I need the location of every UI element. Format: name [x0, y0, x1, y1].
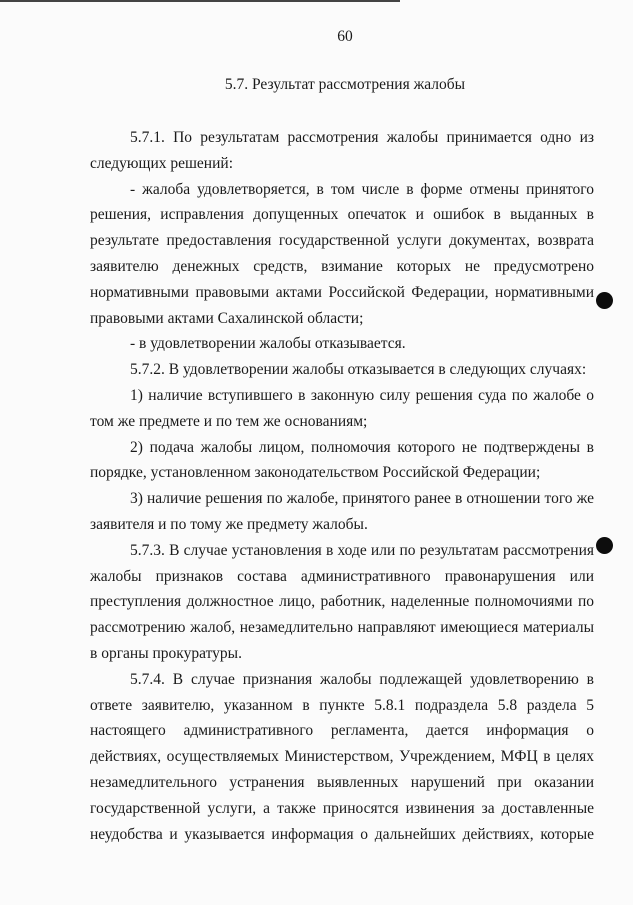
paragraph-satisfied: - жалоба удовлетворяется, в том числе в форме отмены принятого решения, исправления допущенных опечаток и ошибок в выданных в результате предоставления государственной услуги документах, возврата заявителю денежных средств, взимание которых не предусмотрено нормативными правовыми актами Российской Федерации, нормативными правовыми актами Сахалинской области; — [90, 180, 594, 327]
top-rule — [0, 0, 400, 2]
page-number: 60 — [337, 28, 353, 45]
paragraph-refused: - в удовлетворении жалобы отказывается. — [130, 335, 406, 353]
binding-hole-mark — [596, 537, 613, 554]
document-body — [90, 125, 594, 847]
paragraph-case-2: 2) подача жалобы лицом, полномочия которого не подтверждены в порядке, установленном законодательством Российской Федерации; — [90, 438, 594, 482]
paragraph-5-7-4: 5.7.4. В случае признания жалобы подлежащей удовлетворению в ответе заявителю, указанном в пункте 5.8.1 подраздела 5.8 раздела 5 настоящего административного регламента, дается информация о действиях, осуществляемых Министерством, Учреждением, МФЦ в целях незамедлительного устранения выявленных нарушений при оказании государственной услуги, а также приносятся извинения за доставленные неудобства и указывается информация о дальнейших действиях, которые — [90, 670, 594, 843]
section-title: 5.7. Результат рассмотрения жалобы — [224, 76, 466, 93]
paragraph-5-7-3: 5.7.3. В случае установления в ходе или по результатам рассмотрения жалобы признаков состава административного правонарушения или преступления должностное лицо, работник, наделенные полномочиями по рассмотрению жалоб, незамедлительно направляют имеющиеся материалы в органы прокуратуры. — [90, 541, 594, 662]
paragraph-case-3: 3) наличие решения по жалобе, принятого ранее в отношении того же заявителя и по тому же предмету жалобы. — [90, 490, 594, 533]
paragraph-5-7-2: 5.7.2. В удовлетворении жалобы отказывается в следующих случаях: — [130, 361, 587, 379]
paragraph-5-7-1: 5.7.1. По результатам рассмотрения жалобы принимается одно из следующих решений: — [90, 129, 594, 172]
paragraph-case-1: 1) наличие вступившего в законную силу решения суда по жалобе о том же предмете и по тем же основаниям; — [90, 386, 594, 430]
binding-hole-mark — [596, 292, 613, 309]
